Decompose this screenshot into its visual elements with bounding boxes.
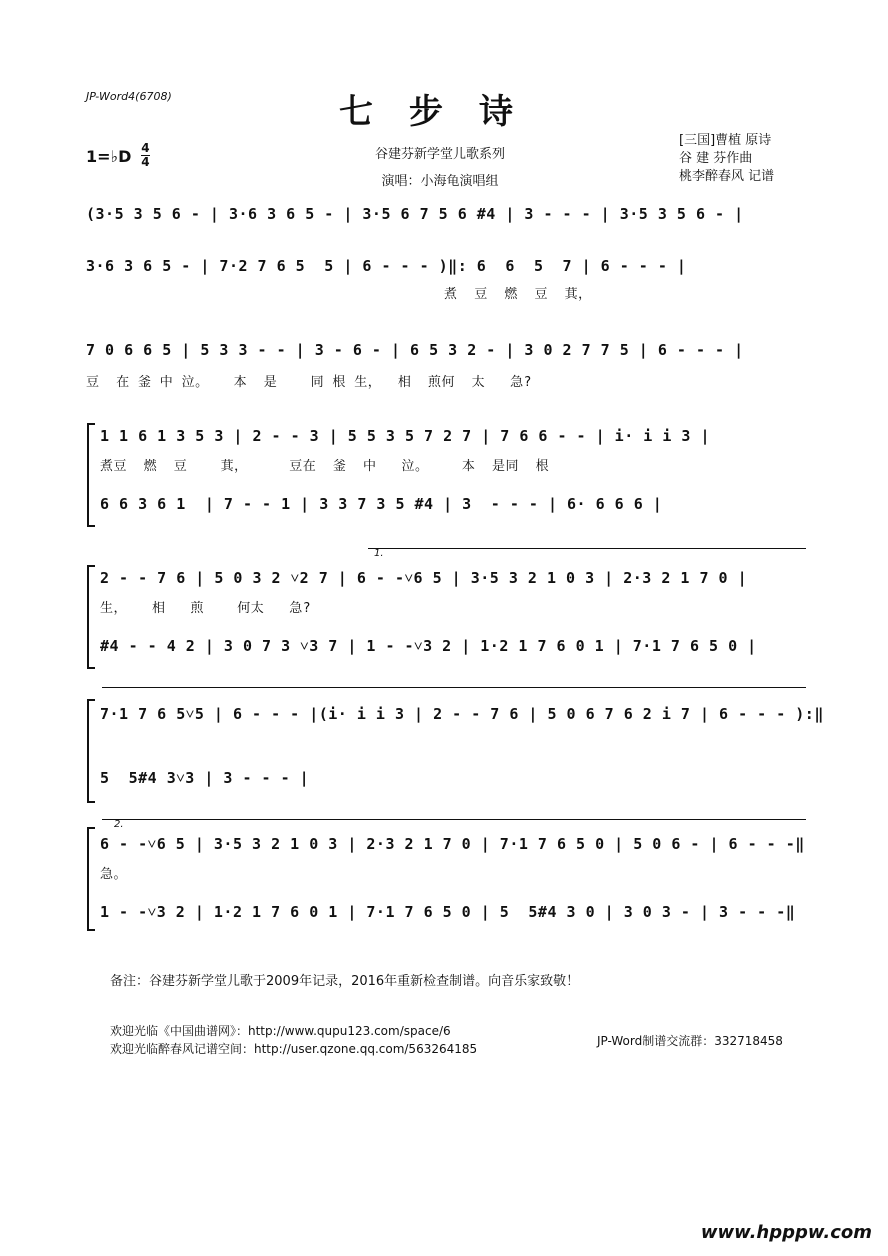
page-title: 七步诗 [339,92,549,132]
key-label: 1=♭D [86,147,132,166]
notes-line: 1 1 6 1 3 5 3 | 2 - - 3 | 5 5 3 5 7 2 7 | 7 6 6 - - | i· i i 3 | [100,427,710,445]
credit-transcriber: 桃李醉春风 记谱 [679,169,775,184]
site-watermark: www.hpppw.com [700,1222,872,1243]
volta-bracket [102,687,806,688]
welcome-links [110,1022,477,1058]
staff-row [100,903,820,933]
software-tag: JP-Word4(6708) [86,90,172,103]
time-signature [141,143,150,168]
staff-row [100,705,824,735]
time-top: 4 [141,141,150,155]
staff-row [100,769,820,799]
staff-row [100,569,820,616]
notes-line: 2 - - 7 6 | 5 0 3 2 ˅2 7 | 6 - -˅6 5 | 3·5 3 2 1 0 3 | 2·3 2 1 7 0 | [100,569,748,587]
system-brace [87,423,95,527]
lyric-line: 煮豆 燃 豆 萁， 豆在 釜 中 泣。 本 是同 根 [100,459,550,474]
notes-line: #4 - - 4 2 | 3 0 7 3 ˅3 7 | 1 - -˅3 2 | 1·2 1 7 6 0 1 | 7·1 7 6 5 0 | [100,637,757,655]
staff-row [100,427,820,474]
system-brace [87,827,95,931]
time-bottom: 4 [141,155,150,169]
lyric-line: 急。 [100,867,128,882]
system-brace [87,565,95,669]
staff-row [86,205,806,235]
key-signature [86,141,150,170]
group-info: JP-Word制谱交流群：332718458 [597,1034,783,1048]
series-name: 谷建芬新学堂儿歌系列 [374,147,505,162]
notes-line: 6 6 3 6 1 | 7 - - 1 | 3 3 7 3 5 #4 | 3 - - - | 6· 6 6 6 | [100,495,663,513]
credits [679,132,774,186]
notes-line: 3·6 3 6 5 - | 7·2 7 6 5 5 | 6 - - - )‖: 6 6 5 7 | 6 - - - | [86,257,687,275]
credit-composer: 谷 建 芬作曲 [679,151,753,166]
footnote: 备注：谷建芬新学堂儿歌于2009年记录，2016年重新检查制谱。向音乐家致敬！ [110,974,580,989]
notes-line: 6 - -˅6 5 | 3·5 3 2 1 0 3 | 2·3 2 1 7 0 | 7·1 7 6 5 0 | 5 0 6 - | 6 - - -‖ [100,835,805,853]
volta-bracket [102,819,806,820]
staff-row [100,637,820,667]
system-brace [87,699,95,803]
welcome-link-qupu[interactable]: 欢迎光临《中国曲谱网》：http://www.qupu123.com/space/6 [110,1024,451,1038]
staff-row [86,341,806,390]
volta-bracket [368,548,806,549]
credit-poet: [三国]曹植 原诗 [679,133,772,148]
volta-1-label: 1. [374,548,384,559]
staff-row [100,495,820,525]
volta-2-label: 2. [114,819,124,830]
staff-row [86,257,806,302]
notes-line: 5 5#4 3˅3 | 3 - - - | [100,769,310,787]
notes-line: (3·5 3 5 6 - | 3·6 3 6 5 - | 3·5 6 7 5 6 #4 | 3 - - - | 3·5 3 5 6 - | [86,205,744,223]
lyric-line: 煮 豆 燃 豆 萁， [86,287,592,302]
performer: 演唱：小海龟演唱组 [381,174,499,189]
score [86,195,824,940]
welcome-link-qzone[interactable]: 欢迎光临醉春风记谱空间：http://user.qzone.qq.com/563264185 [110,1042,478,1056]
staff-row [100,835,820,882]
notes-line: 1 - -˅3 2 | 1·2 1 7 6 0 1 | 7·1 7 6 5 0 | 5 5#4 3 0 | 3 0 3 - | 3 - - -‖ [100,903,796,921]
notes-line: 7·1 7 6 5˅5 | 6 - - - |(i· i i 3 | 2 - - 7 6 | 5 0 6 7 6 2 i 7 | 6 - - - ):‖ [100,705,824,723]
lyric-line: 生， 相 煎 何太 急? [100,601,312,616]
notes-line: 7 0 6 6 5 | 5 3 3 - - | 3 - 6 - | 6 5 3 2 - | 3 0 2 7 7 5 | 6 - - - | [86,341,744,359]
lyric-line: 豆 在 釜 中 泣。 本 是 同 根 生， 相 煎何 太 急? [86,375,532,390]
